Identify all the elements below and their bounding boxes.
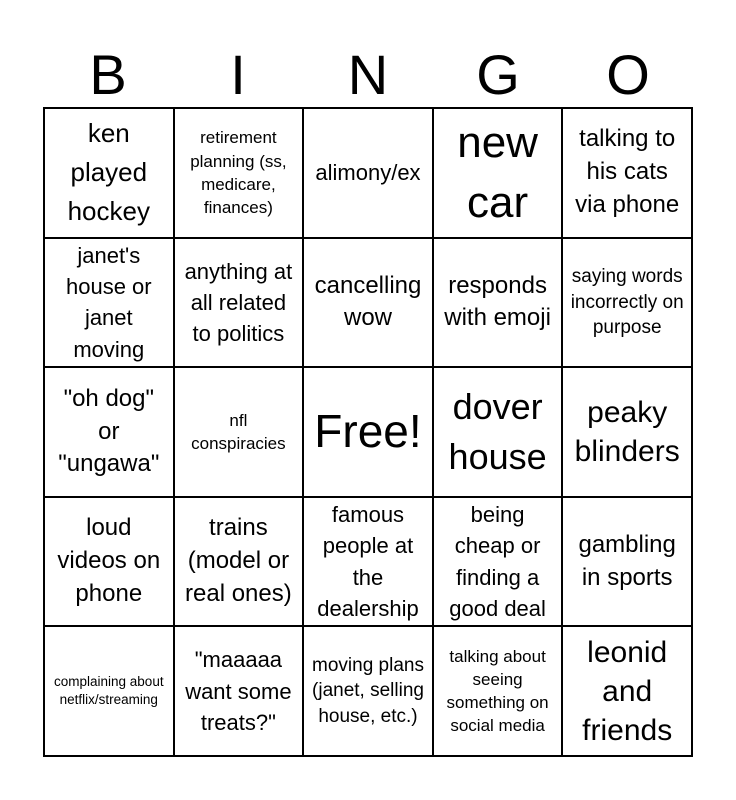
cell-text: moving plans (janet, selling house, etc.): [312, 654, 424, 728]
cell-text: talking about seeing something on social media: [446, 646, 549, 736]
bingo-cell-4-5[interactable]: [562, 497, 692, 627]
bingo-cell-2-3[interactable]: [303, 238, 433, 368]
cell-text: responds with emoji: [444, 271, 551, 332]
bingo-cell-4-4[interactable]: [433, 497, 563, 627]
bingo-grid: [43, 107, 693, 757]
bingo-cell-3-2[interactable]: [174, 367, 304, 497]
header-letter-n: N: [347, 43, 389, 106]
cell-text: gambling in sports: [578, 530, 676, 591]
bingo-cell-3-5[interactable]: [562, 367, 692, 497]
cell-text: famous people at the dealership: [317, 502, 419, 621]
cell-text: ken played hockey: [67, 118, 150, 227]
bingo-cell-2-2[interactable]: [174, 238, 304, 368]
bingo-cell-5-3[interactable]: [303, 626, 433, 756]
bingo-cell-2-1[interactable]: [44, 238, 174, 368]
bingo-cell-5-1[interactable]: [44, 626, 174, 756]
cell-text: talking to his cats via phone: [575, 125, 680, 219]
header-letter-g: G: [476, 43, 520, 106]
bingo-header: [43, 44, 693, 106]
cell-text: new car: [457, 118, 538, 227]
bingo-cell-1-2[interactable]: [174, 108, 304, 238]
bingo-cell-4-3[interactable]: [303, 497, 433, 627]
header-letter-i: I: [230, 43, 246, 106]
cell-text: alimony/ex: [315, 160, 421, 186]
header-letter-b: B: [89, 43, 127, 106]
cell-text: peaky blinders: [574, 395, 680, 468]
bingo-cell-2-4[interactable]: [433, 238, 563, 368]
cell-text: saying words incorrectly on purpose: [570, 265, 684, 339]
cell-text: anything at all related to politics: [184, 258, 293, 346]
cell-text: leonid and friends: [582, 635, 673, 747]
bingo-cell-4-2[interactable]: [174, 497, 304, 627]
bingo-cell-5-2[interactable]: [174, 626, 304, 756]
free-space-text: Free!: [314, 405, 422, 458]
cell-text: janet's house or janet moving: [65, 242, 152, 362]
bingo-cell-1-3[interactable]: [303, 108, 433, 238]
cell-text: dover house: [448, 386, 547, 477]
bingo-cell-1-5[interactable]: [562, 108, 692, 238]
bingo-cell-3-3-free[interactable]: [303, 367, 433, 497]
cell-text: complaining about netflix/streaming: [54, 673, 164, 708]
bingo-cell-4-1[interactable]: [44, 497, 174, 627]
cell-text: loud videos on phone: [57, 514, 161, 608]
bingo-cell-5-5[interactable]: [562, 626, 692, 756]
cell-text: trains (model or real ones): [185, 514, 292, 608]
bingo-cell-1-1[interactable]: [44, 108, 174, 238]
cell-text: "maaaaa want some treats?": [185, 647, 292, 735]
bingo-cell-2-5[interactable]: [562, 238, 692, 368]
cell-text: nfl conspiracies: [191, 410, 286, 453]
bingo-cell-3-4[interactable]: [433, 367, 563, 497]
cell-text: "oh dog" or "ungawa": [58, 384, 160, 478]
bingo-cell-1-4[interactable]: [433, 108, 563, 238]
cell-text: cancelling wow: [314, 271, 422, 332]
bingo-cell-5-4[interactable]: [433, 626, 563, 756]
bingo-cell-3-1[interactable]: [44, 367, 174, 497]
header-letter-o: O: [606, 43, 650, 106]
cell-text: being cheap or finding a good deal: [449, 502, 546, 621]
cell-text: retirement planning (ss, medicare, finances): [190, 128, 287, 218]
